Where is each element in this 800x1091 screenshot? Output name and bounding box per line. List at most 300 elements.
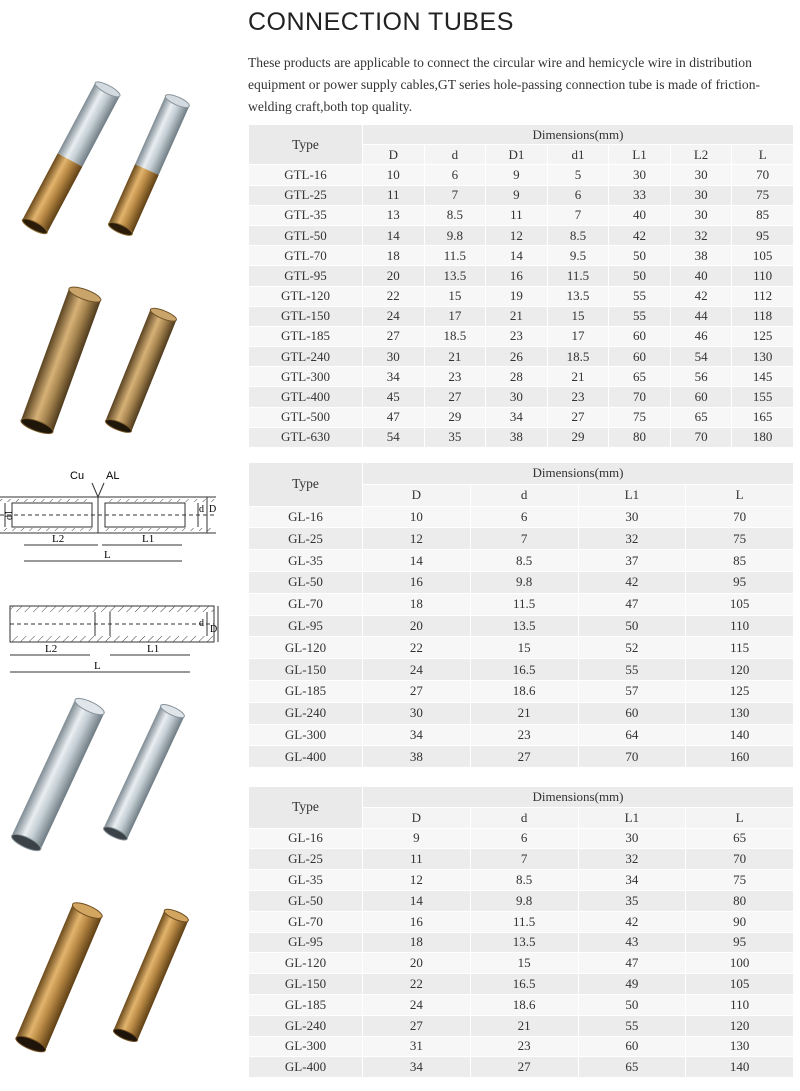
dimension-cell: 50: [578, 994, 686, 1015]
dimension-cell: 13.5: [424, 266, 486, 286]
dimension-cell: 32: [578, 528, 686, 550]
type-cell: GTL-50: [249, 225, 363, 245]
illustration-column: [0, 0, 240, 1091]
gl-spec-table-1: [248, 462, 794, 768]
dimension-cell: 10: [363, 506, 471, 528]
dimension-cell: 19: [486, 286, 548, 306]
table-row: [249, 828, 794, 849]
dimension-cell: 33: [609, 185, 671, 205]
dimension-cell: 9: [486, 185, 548, 205]
col-header: D: [363, 484, 471, 506]
dimension-cell: 14: [363, 890, 471, 911]
table-row: [249, 953, 794, 974]
col-header: L: [686, 807, 794, 828]
table-row: [249, 326, 794, 346]
dimensions-header: Dimensions(mm): [363, 125, 794, 145]
dimension-cell: 15: [470, 953, 578, 974]
dimension-cell: 180: [732, 427, 794, 447]
dimension-cell: 16.5: [470, 659, 578, 681]
dimension-cell: 7: [424, 185, 486, 205]
dimension-cell: 30: [609, 165, 671, 185]
dimension-cell: 55: [609, 306, 671, 326]
dimension-cell: 38: [363, 746, 471, 768]
dimension-cell: 21: [486, 306, 548, 326]
table-row: [249, 528, 794, 550]
type-cell: GTL-70: [249, 246, 363, 266]
dimension-cell: 16.5: [470, 974, 578, 995]
type-cell: GL-300: [249, 1036, 363, 1057]
dimensions-header: Dimensions(mm): [363, 463, 794, 485]
type-cell: GL-16: [249, 506, 363, 528]
dimension-cell: 112: [732, 286, 794, 306]
aluminum-tube-photo-1: [10, 695, 107, 854]
col-header: L1: [578, 484, 686, 506]
dimension-cell: 42: [578, 571, 686, 593]
dimension-cell: 110: [686, 615, 794, 637]
dimension-cell: 17: [424, 306, 486, 326]
copper-tube-photo-4: [112, 907, 190, 1044]
dimension-cell: 70: [732, 165, 794, 185]
dimension-cell: 120: [686, 1015, 794, 1036]
dimension-cell: 20: [363, 615, 471, 637]
type-cell: GL-120: [249, 953, 363, 974]
dimension-cell: 27: [470, 746, 578, 768]
dimension-cell: 115: [686, 637, 794, 659]
dimension-cell: 75: [686, 528, 794, 550]
dimension-cell: 130: [686, 702, 794, 724]
dimension-cell: 9.8: [470, 571, 578, 593]
dimension-cell: 32: [578, 849, 686, 870]
dimension-cell: 95: [686, 932, 794, 953]
dimension-cell: 38: [670, 246, 732, 266]
label-d1: d1: [4, 510, 15, 520]
dimension-cell: 11.5: [424, 246, 486, 266]
table-row: [249, 185, 794, 205]
table-row: [249, 306, 794, 326]
type-cell: GL-70: [249, 911, 363, 932]
dimension-cell: 8.5: [424, 205, 486, 225]
dimension-cell: 30: [363, 702, 471, 724]
table-row: [249, 932, 794, 953]
dimension-cell: 18.5: [547, 347, 609, 367]
type-header: Type: [249, 463, 363, 507]
dimension-cell: 130: [732, 347, 794, 367]
dimensions-header: Dimensions(mm): [363, 787, 794, 808]
dimension-cell: 155: [732, 387, 794, 407]
type-cell: GTL-630: [249, 427, 363, 447]
dimension-cell: 14: [363, 225, 425, 245]
dimension-cell: 57: [578, 680, 686, 702]
dimension-cell: 52: [578, 637, 686, 659]
dimension-cell: 16: [363, 911, 471, 932]
type-cell: GTL-25: [249, 185, 363, 205]
dimension-cell: 125: [732, 326, 794, 346]
dimension-cell: 60: [578, 702, 686, 724]
table-row: [249, 849, 794, 870]
dimension-cell: 15: [547, 306, 609, 326]
label-D: D: [209, 504, 217, 515]
dimension-cell: 70: [686, 506, 794, 528]
dimension-cell: 65: [609, 367, 671, 387]
dimension-cell: 160: [686, 746, 794, 768]
dimension-cell: 40: [609, 205, 671, 225]
type-cell: GL-25: [249, 849, 363, 870]
dimension-cell: 55: [578, 659, 686, 681]
dimension-cell: 125: [686, 680, 794, 702]
col-header: d: [424, 145, 486, 165]
type-cell: GL-16: [249, 828, 363, 849]
col-header: L2: [670, 145, 732, 165]
table-row: [249, 615, 794, 637]
col-header: L1: [578, 807, 686, 828]
label-l2: L2: [52, 533, 65, 545]
table-row: [249, 702, 794, 724]
table-row: [249, 680, 794, 702]
table-row: [249, 1036, 794, 1057]
dimension-cell: 70: [578, 746, 686, 768]
label-d: d: [199, 504, 204, 515]
dimension-cell: 15: [470, 637, 578, 659]
dimension-cell: 40: [670, 266, 732, 286]
table-row: [249, 286, 794, 306]
label-l1: L1: [142, 533, 155, 545]
table-row: [249, 593, 794, 615]
table-row: [249, 225, 794, 245]
dimension-cell: 5: [547, 165, 609, 185]
dimension-cell: 55: [609, 286, 671, 306]
table-row: [249, 347, 794, 367]
dimension-cell: 45: [363, 387, 425, 407]
dimension-cell: 11: [486, 205, 548, 225]
table-row: [249, 870, 794, 891]
dimension-cell: 18.6: [470, 994, 578, 1015]
dimension-cell: 120: [686, 659, 794, 681]
type-cell: GL-240: [249, 702, 363, 724]
dimension-cell: 65: [578, 1057, 686, 1078]
dimension-cell: 56: [670, 367, 732, 387]
table-row: [249, 407, 794, 427]
dimension-cell: 18.5: [424, 326, 486, 346]
table-row: [249, 994, 794, 1015]
type-cell: GTL-120: [249, 286, 363, 306]
type-cell: GL-35: [249, 870, 363, 891]
dimension-cell: 49: [578, 974, 686, 995]
table-row: [249, 1057, 794, 1078]
type-cell: GL-150: [249, 659, 363, 681]
dimension-cell: 35: [578, 890, 686, 911]
table-row: [249, 890, 794, 911]
dimension-cell: 85: [686, 550, 794, 572]
dimension-cell: 34: [363, 724, 471, 746]
gl-spec-table-2: [248, 786, 794, 1078]
dimension-cell: 20: [363, 266, 425, 286]
dimension-cell: 11.5: [547, 266, 609, 286]
dimension-cell: 50: [609, 266, 671, 286]
dimension-cell: 22: [363, 637, 471, 659]
dimension-cell: 24: [363, 306, 425, 326]
label-l-2: L: [94, 660, 101, 672]
dimension-cell: 24: [363, 659, 471, 681]
dimension-cell: 22: [363, 286, 425, 306]
table-row: [249, 659, 794, 681]
dimension-cell: 54: [363, 427, 425, 447]
col-header: d: [470, 807, 578, 828]
dimension-cell: 30: [578, 506, 686, 528]
dimension-cell: 130: [686, 1036, 794, 1057]
aluminum-tube-photo-2: [102, 702, 186, 843]
dimension-cell: 60: [670, 387, 732, 407]
type-cell: GL-70: [249, 593, 363, 615]
dimension-cell: 90: [686, 911, 794, 932]
dimension-cell: 50: [578, 615, 686, 637]
dimension-cell: 64: [578, 724, 686, 746]
dimension-cell: 165: [732, 407, 794, 427]
dimension-cell: 46: [670, 326, 732, 346]
dimension-cell: 47: [363, 407, 425, 427]
dimension-cell: 80: [686, 890, 794, 911]
dimension-cell: 6: [470, 506, 578, 528]
dimension-cell: 47: [578, 593, 686, 615]
label-l1-2: L1: [147, 643, 160, 655]
dimension-cell: 12: [363, 870, 471, 891]
dimension-cell: 11: [363, 185, 425, 205]
dimension-cell: 65: [670, 407, 732, 427]
dimension-cell: 30: [670, 205, 732, 225]
dimension-cell: 95: [732, 225, 794, 245]
dimension-cell: 13: [363, 205, 425, 225]
table-row: [249, 571, 794, 593]
dimension-cell: 32: [670, 225, 732, 245]
dimension-cell: 42: [578, 911, 686, 932]
col-header: L1: [609, 145, 671, 165]
col-header: D: [363, 145, 425, 165]
dimension-cell: 27: [547, 407, 609, 427]
dimension-cell: 6: [547, 185, 609, 205]
table-row: [249, 550, 794, 572]
dimension-cell: 118: [732, 306, 794, 326]
dimension-cell: 110: [686, 994, 794, 1015]
label-l2-2: L2: [45, 643, 58, 655]
dimension-cell: 23: [470, 1036, 578, 1057]
dimension-cell: 38: [486, 427, 548, 447]
bimetal-tube-photo-2: [107, 92, 191, 238]
type-cell: GL-50: [249, 571, 363, 593]
dimension-cell: 140: [686, 1057, 794, 1078]
type-cell: GL-185: [249, 994, 363, 1015]
dimension-cell: 17: [547, 326, 609, 346]
dimension-cell: 37: [578, 550, 686, 572]
dimension-cell: 14: [363, 550, 471, 572]
dimension-cell: 34: [363, 367, 425, 387]
col-header: L: [732, 145, 794, 165]
type-cell: GTL-240: [249, 347, 363, 367]
dimension-cell: 35: [424, 427, 486, 447]
dimension-cell: 54: [670, 347, 732, 367]
dimension-cell: 6: [424, 165, 486, 185]
table-row: [249, 387, 794, 407]
dimension-cell: 16: [363, 571, 471, 593]
copper-tube-drawing: [10, 606, 218, 672]
dimension-cell: 27: [363, 680, 471, 702]
label-D-2: D: [210, 624, 218, 635]
dimension-cell: 23: [486, 326, 548, 346]
dimension-cell: 26: [486, 347, 548, 367]
table-row: [249, 367, 794, 387]
table-row: [249, 724, 794, 746]
table-row: [249, 637, 794, 659]
table-row: [249, 1015, 794, 1036]
copper-tube-photo-2: [104, 306, 178, 435]
dimension-cell: 30: [363, 347, 425, 367]
dimension-cell: 13.5: [470, 932, 578, 953]
dimension-cell: 34: [363, 1057, 471, 1078]
dimension-cell: 27: [363, 326, 425, 346]
dimension-cell: 34: [578, 870, 686, 891]
type-header: Type: [249, 787, 363, 829]
dimension-cell: 75: [609, 407, 671, 427]
type-header: Type: [249, 125, 363, 165]
dimension-cell: 42: [609, 225, 671, 245]
dimension-cell: 21: [547, 367, 609, 387]
dimension-cell: 105: [686, 593, 794, 615]
col-header: D: [363, 807, 471, 828]
dimension-cell: 8.5: [470, 870, 578, 891]
dimension-cell: 11.5: [470, 911, 578, 932]
dimension-cell: 34: [486, 407, 548, 427]
dimension-cell: 95: [686, 571, 794, 593]
dimension-cell: 22: [363, 974, 471, 995]
dimension-cell: 43: [578, 932, 686, 953]
dimension-cell: 24: [363, 994, 471, 1015]
dimension-cell: 110: [732, 266, 794, 286]
copper-tube-photo-3: [14, 900, 104, 1055]
type-cell: GL-240: [249, 1015, 363, 1036]
table-row: [249, 506, 794, 528]
label-cu: Cu: [70, 470, 85, 482]
table-row: [249, 427, 794, 447]
dimension-cell: 28: [486, 367, 548, 387]
type-cell: GL-95: [249, 615, 363, 637]
type-cell: GTL-16: [249, 165, 363, 185]
dimension-cell: 11: [363, 849, 471, 870]
dimension-cell: 9.5: [547, 246, 609, 266]
table-row: [249, 746, 794, 768]
type-cell: GL-185: [249, 680, 363, 702]
dimension-cell: 85: [732, 205, 794, 225]
table-row: [249, 911, 794, 932]
label-d-2: d: [199, 618, 204, 629]
dimension-cell: 70: [670, 427, 732, 447]
dimension-cell: 29: [547, 427, 609, 447]
dimension-cell: 145: [732, 367, 794, 387]
dimension-cell: 30: [670, 185, 732, 205]
type-cell: GTL-35: [249, 205, 363, 225]
dimension-cell: 18: [363, 932, 471, 953]
table-row: [249, 205, 794, 225]
type-cell: GL-150: [249, 974, 363, 995]
dimension-cell: 18.6: [470, 680, 578, 702]
dimension-cell: 9: [486, 165, 548, 185]
dimension-cell: 6: [470, 828, 578, 849]
table-row: [249, 246, 794, 266]
dimension-cell: 11.5: [470, 593, 578, 615]
dimension-cell: 12: [486, 225, 548, 245]
dimension-cell: 21: [470, 702, 578, 724]
type-cell: GTL-400: [249, 387, 363, 407]
type-cell: GL-400: [249, 746, 363, 768]
dimension-cell: 105: [686, 974, 794, 995]
copper-tube-photo-1: [19, 284, 102, 437]
table-row: [249, 266, 794, 286]
bimetal-tube-photo-1: [21, 79, 122, 236]
dimension-cell: 42: [670, 286, 732, 306]
dimension-cell: 21: [424, 347, 486, 367]
dimension-cell: 16: [486, 266, 548, 286]
product-illustrations: [0, 0, 240, 1091]
type-cell: GL-400: [249, 1057, 363, 1078]
type-cell: GL-50: [249, 890, 363, 911]
dimension-cell: 23: [424, 367, 486, 387]
dimension-cell: 70: [686, 849, 794, 870]
dimension-cell: 18: [363, 246, 425, 266]
intro-text: These products are applicable to connect the circular wire and hemicycle wire in distribution equipment or power supply cables,GT series hole-passing connection tube is made of friction-welding craft,both top quality.: [248, 55, 761, 114]
dimension-cell: 20: [363, 953, 471, 974]
dimension-cell: 75: [686, 870, 794, 891]
dimension-cell: 23: [470, 724, 578, 746]
dimension-cell: 12: [363, 528, 471, 550]
dimension-cell: 9.8: [424, 225, 486, 245]
dimension-cell: 9: [363, 828, 471, 849]
dimension-cell: 13.5: [470, 615, 578, 637]
type-cell: GTL-185: [249, 326, 363, 346]
dimension-cell: 13.5: [547, 286, 609, 306]
dimension-cell: 9.8: [470, 890, 578, 911]
dimension-cell: 7: [547, 205, 609, 225]
dimension-cell: 65: [686, 828, 794, 849]
dimension-cell: 23: [547, 387, 609, 407]
type-cell: GL-300: [249, 724, 363, 746]
dimension-cell: 18: [363, 593, 471, 615]
page-title: CONNECTION TUBES: [248, 8, 514, 36]
dimension-cell: 70: [609, 387, 671, 407]
dimension-cell: 75: [732, 185, 794, 205]
dimension-cell: 15: [424, 286, 486, 306]
type-cell: GL-120: [249, 637, 363, 659]
gtl-spec-table: [248, 124, 794, 448]
type-cell: GL-25: [249, 528, 363, 550]
dimension-cell: 60: [578, 1036, 686, 1057]
dimension-cell: 7: [470, 528, 578, 550]
table-row: [249, 974, 794, 995]
dimension-cell: 60: [609, 326, 671, 346]
dimension-cell: 7: [470, 849, 578, 870]
dimension-cell: 31: [363, 1036, 471, 1057]
type-cell: GTL-150: [249, 306, 363, 326]
dimension-cell: 21: [470, 1015, 578, 1036]
type-cell: GL-35: [249, 550, 363, 572]
dimension-cell: 27: [363, 1015, 471, 1036]
dimension-cell: 50: [609, 246, 671, 266]
dimension-cell: 105: [732, 246, 794, 266]
dimension-cell: 29: [424, 407, 486, 427]
dimension-cell: 8.5: [470, 550, 578, 572]
label-al: AL: [106, 470, 120, 482]
dimension-cell: 10: [363, 165, 425, 185]
dimension-cell: 14: [486, 246, 548, 266]
col-header: d: [470, 484, 578, 506]
type-cell: GL-95: [249, 932, 363, 953]
dimension-cell: 30: [486, 387, 548, 407]
